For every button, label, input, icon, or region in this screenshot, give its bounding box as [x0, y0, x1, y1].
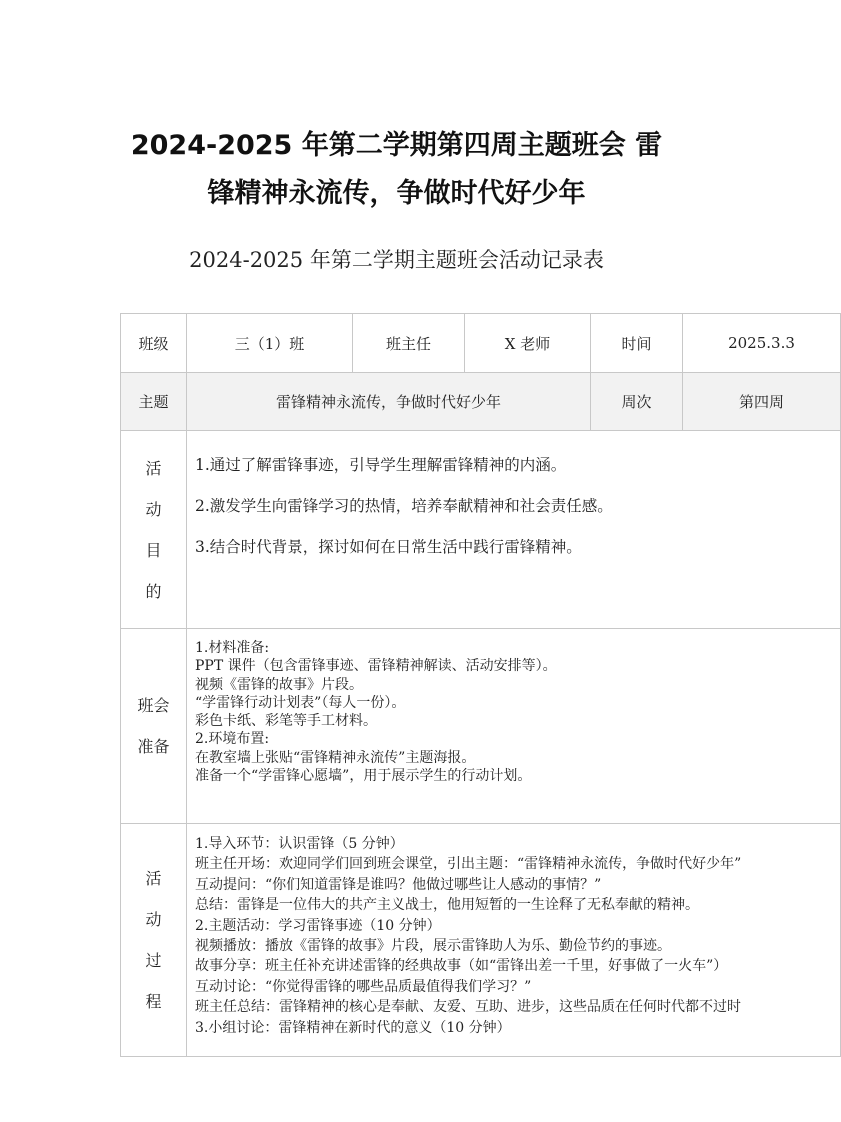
prep-label-text: 班会: [137, 696, 170, 715]
goal-item: 1.通过了解雷锋事迹，引导学生理解雷锋精神的内涵。: [195, 456, 567, 474]
process-line: 总结：雷锋是一位伟大的共产主义战士，他用短暂的一生诠释了无私奉献的精神。: [195, 897, 699, 914]
prep-content: [187, 629, 841, 824]
goals-content: [187, 431, 841, 629]
process-label-char: 程: [145, 992, 162, 1011]
process-line: 3.小组讨论：雷锋精神在新时代的意义（10 分钟）: [195, 1019, 511, 1036]
document-subtitle: 2024-2025 年第二学期主题班会活动记录表: [189, 248, 604, 272]
prep-line: 准备一个“学雷锋心愿墙”，用于展示学生的行动计划。: [195, 768, 532, 785]
process-content: [187, 824, 841, 1057]
process-line: 互动讨论：“你觉得雷锋的哪些品质最值得我们学习？”: [195, 978, 532, 995]
goal-item: 3.结合时代背景，探讨如何在日常生活中践行雷锋精神。: [195, 538, 582, 556]
prep-line: 2.环境布置:: [195, 731, 270, 748]
teacher-label: 班主任: [353, 314, 465, 373]
table-row-process: [121, 824, 841, 1057]
theme-label: 主题: [121, 373, 187, 431]
table-row-preparation: [121, 629, 841, 824]
table-row-goals: [121, 431, 841, 629]
document-title-line-1: 2024-2025 年第二学期第四周主题班会 雷: [130, 130, 663, 161]
process-line: 2.主题活动：学习雷锋事迹（10 分钟）: [195, 917, 441, 934]
goals-label-char: 的: [145, 581, 162, 601]
prep-line: PPT 课件（包含雷锋事迹、雷锋精神解读、活动安排等）。: [195, 658, 557, 675]
goals-label-char: 动: [145, 499, 162, 519]
process-line: 1.导入环节：认识雷锋（5 分钟）: [195, 836, 404, 852]
record-table-container: [120, 313, 795, 1036]
class-value: 三（1）班: [187, 314, 353, 373]
theme-value: 雷锋精神永流传，争做时代好少年: [187, 373, 591, 431]
prep-label-text: 准备: [137, 737, 170, 756]
process-label: [121, 824, 187, 1057]
prep-line: “学雷锋行动计划表”（每人一份）。: [195, 694, 406, 711]
process-line: 班主任总结：雷锋精神的核心是奉献、友爱、互助、进步，这些品质在任何时代都不过时: [195, 999, 741, 1016]
process-label-char: 动: [145, 910, 162, 929]
prep-label: [121, 629, 187, 824]
teacher-value: X 老师: [465, 314, 591, 373]
goals-label-char: 活: [145, 458, 162, 478]
prep-line: 1.材料准备:: [195, 640, 270, 656]
record-table: [120, 313, 841, 1057]
process-line: 互动提问：“你们知道雷锋是谁吗？他做过哪些让人感动的事情？”: [195, 876, 602, 893]
prep-line: 视频《雷锋的故事》片段。: [195, 676, 363, 693]
document-title-line-2: 锋精神永流传，争做时代好少年: [207, 178, 586, 209]
prep-line: 在教室墙上张贴“雷锋精神永流传”主题海报。: [195, 749, 476, 766]
prep-line: 彩色卡纸、彩笔等手工材料。: [195, 713, 377, 730]
goals-label-char: 目: [145, 540, 162, 560]
week-label: 周次: [591, 373, 683, 431]
process-label-char: 过: [145, 951, 162, 970]
process-line: 视频播放：播放《雷锋的故事》片段，展示雷锋助人为乐、勤俭节约的事迹。: [195, 938, 671, 955]
table-row-class-info: [121, 314, 841, 373]
process-line: 故事分享：班主任补充讲述雷锋的经典故事（如“雷锋出差一千里，好事做了一火车”）: [195, 958, 728, 975]
process-line: 班主任开场：欢迎同学们回到班会课堂，引出主题：“雷锋精神永流传，争做时代好少年”: [195, 856, 742, 873]
document-title: [0, 122, 793, 218]
process-label-char: 活: [145, 869, 162, 888]
time-value: 2025.3.3: [683, 314, 841, 373]
goal-item: 2.激发学生向雷锋学习的热情，培养奉献精神和社会责任感。: [195, 497, 613, 515]
table-row-theme: [121, 373, 841, 431]
class-label: 班级: [121, 314, 187, 373]
time-label: 时间: [591, 314, 683, 373]
week-value: 第四周: [683, 373, 841, 431]
goals-label: [121, 431, 187, 629]
